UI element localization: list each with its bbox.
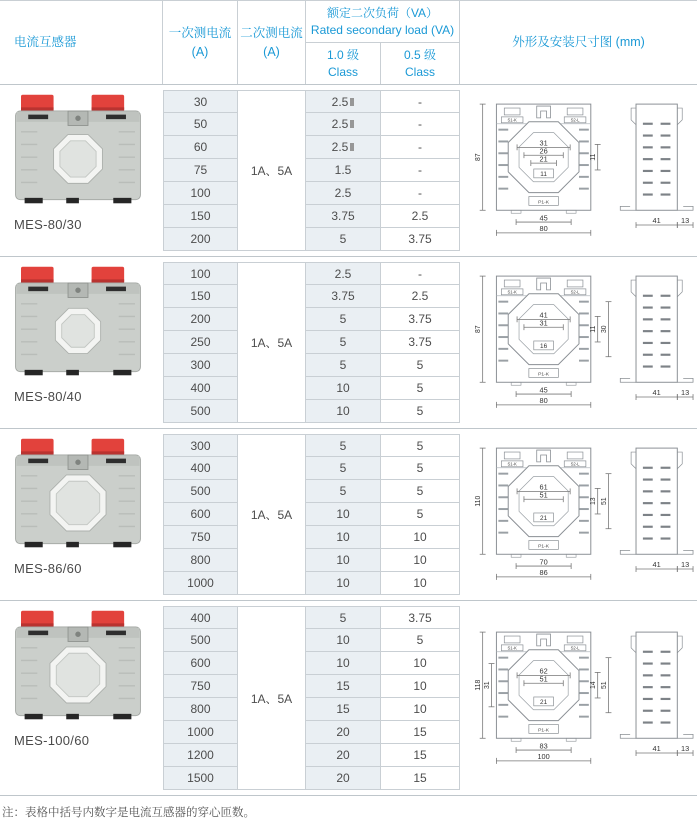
primary-current-cell: 600 bbox=[163, 652, 238, 675]
product-photo bbox=[10, 608, 146, 727]
load-class-1.0-cell: 20 bbox=[306, 767, 381, 790]
load-class-1.0-cell: 1.5 bbox=[306, 159, 381, 182]
svg-text:45: 45 bbox=[539, 213, 548, 223]
primary-current-cell: 400 bbox=[163, 377, 238, 400]
svg-text:45: 45 bbox=[539, 385, 548, 395]
svg-text:51: 51 bbox=[600, 497, 608, 506]
product-section bbox=[0, 428, 697, 600]
svg-text:13: 13 bbox=[680, 216, 689, 226]
load-class-0.5-cell: 5 bbox=[381, 480, 460, 503]
svg-text:S1-K: S1-K bbox=[506, 461, 517, 467]
secondary-current-unit: (A) bbox=[263, 44, 280, 59]
load-class-0.5-cell: 10 bbox=[381, 549, 460, 572]
load-class-0.5-cell: 5 bbox=[381, 434, 460, 457]
svg-text:41: 41 bbox=[652, 216, 661, 226]
svg-text:S2-L: S2-L bbox=[570, 645, 580, 651]
rated-load-label-en: Rated secondary load (VA) bbox=[310, 22, 455, 37]
svg-text:13: 13 bbox=[680, 388, 689, 398]
svg-text:86: 86 bbox=[539, 568, 548, 578]
footnote-marker bbox=[350, 120, 354, 128]
svg-text:11: 11 bbox=[589, 325, 597, 333]
primary-current-cell: 300 bbox=[163, 354, 238, 377]
load-class-0.5-cell: 5 bbox=[381, 629, 460, 652]
svg-text:21: 21 bbox=[539, 698, 547, 706]
load-class-0.5-cell: - bbox=[381, 159, 460, 182]
svg-text:30: 30 bbox=[600, 325, 608, 334]
product-photo bbox=[10, 436, 146, 555]
svg-text:41: 41 bbox=[652, 560, 661, 570]
load-class-0.5-cell: 5 bbox=[381, 503, 460, 526]
model-name: MES-100/60 bbox=[14, 733, 90, 748]
svg-text:16: 16 bbox=[539, 343, 547, 351]
col-header-primary-current bbox=[163, 1, 238, 84]
svg-text:118: 118 bbox=[474, 679, 482, 691]
svg-text:21: 21 bbox=[539, 515, 547, 523]
svg-text:26: 26 bbox=[539, 146, 548, 156]
load-class-1.0-cell: 20 bbox=[306, 744, 381, 767]
load-class-1.0-cell: 2.5 bbox=[306, 262, 381, 285]
load-class-1.0-cell: 10 bbox=[306, 652, 381, 675]
svg-text:31: 31 bbox=[483, 680, 491, 689]
rated-load-label-cn: 额定二次负荷（VA） bbox=[326, 5, 439, 20]
svg-text:110: 110 bbox=[474, 495, 482, 507]
primary-current-cell: 250 bbox=[163, 331, 238, 354]
load-class-1.0-cell: 10 bbox=[306, 549, 381, 572]
load-class-1.0-cell: 3.75 bbox=[306, 205, 381, 228]
primary-current-cell: 500 bbox=[163, 400, 238, 423]
primary-current-cell: 100 bbox=[163, 182, 238, 205]
primary-current-cell: 1000 bbox=[163, 572, 238, 595]
primary-current-cell: 800 bbox=[163, 549, 238, 572]
svg-text:31: 31 bbox=[539, 138, 548, 148]
load-class-1.0-cell: 5 bbox=[306, 606, 381, 629]
load-class-1.0-cell: 10 bbox=[306, 503, 381, 526]
table-body bbox=[0, 84, 697, 796]
secondary-current-cell: 1A、5A bbox=[238, 606, 306, 790]
load-class-0.5-cell: 10 bbox=[381, 652, 460, 675]
footnote-marker bbox=[350, 143, 354, 151]
svg-text:S2-L: S2-L bbox=[570, 461, 580, 467]
load-class-1.0-cell: 10 bbox=[306, 400, 381, 423]
dimension-drawing-cell bbox=[460, 606, 697, 790]
load-class-1.0-cell: 10 bbox=[306, 629, 381, 652]
load-class-1.0-cell: 3.75 bbox=[306, 285, 381, 308]
primary-current-cell: 750 bbox=[163, 675, 238, 698]
load-class-0.5-cell: - bbox=[381, 262, 460, 285]
svg-text:14: 14 bbox=[589, 680, 597, 689]
col-header-dimensions: 外形及安装尺寸图 (mm) bbox=[512, 35, 645, 50]
load-class-1.0-cell: 5 bbox=[306, 228, 381, 251]
load-class-1.0-cell: 15 bbox=[306, 675, 381, 698]
load-class-1.0-cell: 15 bbox=[306, 698, 381, 721]
svg-text:S2-L: S2-L bbox=[570, 117, 580, 123]
svg-text:41: 41 bbox=[652, 743, 661, 753]
load-class-0.5-cell: - bbox=[381, 182, 460, 205]
primary-current-cell: 50 bbox=[163, 113, 238, 136]
load-class-1.0-cell: 2.5 bbox=[306, 90, 381, 113]
primary-current-cell: 1200 bbox=[163, 744, 238, 767]
load-class-0.5-cell: 5 bbox=[381, 354, 460, 377]
svg-text:87: 87 bbox=[474, 325, 482, 334]
primary-current-cell: 600 bbox=[163, 503, 238, 526]
load-class-0.5-cell: - bbox=[381, 136, 460, 159]
svg-text:70: 70 bbox=[539, 557, 548, 567]
load-class-1.0-cell: 5 bbox=[306, 308, 381, 331]
svg-text:P1-K: P1-K bbox=[537, 727, 549, 733]
load-class-0.5-cell: 5 bbox=[381, 457, 460, 480]
product-photo bbox=[10, 264, 146, 383]
primary-current-unit: (A) bbox=[191, 44, 209, 59]
model-name: MES-86/60 bbox=[14, 561, 82, 576]
primary-current-cell: 200 bbox=[163, 228, 238, 251]
table-header bbox=[0, 0, 697, 84]
dimension-drawing-cell bbox=[460, 90, 697, 251]
product-photo bbox=[10, 92, 146, 211]
primary-current-cell: 200 bbox=[163, 308, 238, 331]
load-class-0.5-cell: 15 bbox=[381, 744, 460, 767]
primary-current-cell: 150 bbox=[163, 285, 238, 308]
primary-current-cell: 500 bbox=[163, 629, 238, 652]
product-cell bbox=[0, 434, 163, 595]
load-class-1.0-cell: 10 bbox=[306, 377, 381, 400]
svg-text:80: 80 bbox=[539, 396, 548, 406]
col-header-rated-load bbox=[306, 1, 460, 84]
load-class-0.5-cell: - bbox=[381, 113, 460, 136]
svg-text:P1-K: P1-K bbox=[537, 372, 549, 378]
primary-current-cell: 800 bbox=[163, 698, 238, 721]
primary-current-cell: 100 bbox=[163, 262, 238, 285]
svg-text:13: 13 bbox=[589, 497, 597, 506]
load-class-0.5-cell: 10 bbox=[381, 698, 460, 721]
svg-text:S1-K: S1-K bbox=[506, 645, 517, 651]
product-cell bbox=[0, 606, 163, 790]
col-header-class-1.0: 1.0 级 Class bbox=[306, 43, 381, 84]
svg-text:P1-K: P1-K bbox=[537, 544, 549, 550]
svg-text:S1-K: S1-K bbox=[506, 289, 517, 295]
svg-text:P1-K: P1-K bbox=[537, 200, 549, 206]
primary-current-cell: 400 bbox=[163, 606, 238, 629]
secondary-current-cell: 1A、5A bbox=[238, 434, 306, 595]
load-class-1.0-cell: 5 bbox=[306, 331, 381, 354]
primary-current-cell: 60 bbox=[163, 136, 238, 159]
svg-text:S1-K: S1-K bbox=[506, 117, 517, 123]
primary-current-cell: 150 bbox=[163, 205, 238, 228]
col-header-class-0.5: 0.5 级 Class bbox=[403, 47, 437, 79]
product-section bbox=[0, 84, 697, 256]
load-class-1.0-cell: 2.5 bbox=[306, 136, 381, 159]
load-class-1.0-cell: 5 bbox=[306, 457, 381, 480]
col-header-product-label: 电流互感器 bbox=[14, 35, 77, 50]
load-class-0.5-cell: 15 bbox=[381, 721, 460, 744]
dimension-drawing bbox=[463, 439, 695, 590]
footnote-marker bbox=[350, 98, 354, 106]
primary-current-cell: 400 bbox=[163, 457, 238, 480]
load-class-0.5-cell: 3.75 bbox=[381, 228, 460, 251]
primary-current-cell: 30 bbox=[163, 90, 238, 113]
load-class-0.5-cell: 10 bbox=[381, 526, 460, 549]
svg-text:13: 13 bbox=[680, 743, 689, 753]
svg-text:13: 13 bbox=[680, 560, 689, 570]
load-class-0.5-cell: 3.75 bbox=[381, 308, 460, 331]
primary-current-cell: 750 bbox=[163, 526, 238, 549]
svg-text:51: 51 bbox=[600, 680, 608, 689]
svg-text:80: 80 bbox=[539, 224, 548, 234]
product-section bbox=[0, 256, 697, 428]
load-class-0.5-cell: - bbox=[381, 90, 460, 113]
primary-current-cell: 500 bbox=[163, 480, 238, 503]
load-class-0.5-cell: 5 bbox=[381, 400, 460, 423]
primary-current-cell: 1000 bbox=[163, 721, 238, 744]
load-class-0.5-cell: 10 bbox=[381, 572, 460, 595]
load-class-1.0-cell: 2.5 bbox=[306, 113, 381, 136]
svg-text:S2-L: S2-L bbox=[570, 289, 580, 295]
dimension-drawing-cell bbox=[460, 434, 697, 595]
svg-text:31: 31 bbox=[539, 318, 548, 328]
primary-current-cell: 300 bbox=[163, 434, 238, 457]
svg-text:11: 11 bbox=[589, 153, 597, 161]
svg-text:87: 87 bbox=[474, 153, 482, 162]
secondary-current-cell: 1A、5A bbox=[238, 262, 306, 423]
product-cell bbox=[0, 262, 163, 423]
load-class-0.5-cell: 10 bbox=[381, 675, 460, 698]
load-class-1.0-cell: 2.5 bbox=[306, 182, 381, 205]
svg-text:100: 100 bbox=[536, 751, 550, 761]
col-header-secondary-current bbox=[238, 1, 306, 84]
load-class-1.0-cell: 5 bbox=[306, 354, 381, 377]
secondary-current-label: 二次测电流 bbox=[240, 26, 303, 41]
svg-text:62: 62 bbox=[539, 666, 548, 676]
load-class-1.0-cell: 10 bbox=[306, 526, 381, 549]
load-class-1.0-cell: 5 bbox=[306, 480, 381, 503]
svg-text:21: 21 bbox=[539, 154, 548, 164]
primary-current-label: 一次测电流 bbox=[168, 26, 232, 41]
dimension-drawing bbox=[463, 623, 695, 774]
model-name: MES-80/40 bbox=[14, 389, 82, 404]
load-class-0.5-cell: 2.5 bbox=[381, 285, 460, 308]
load-class-1.0-cell: 5 bbox=[306, 434, 381, 457]
secondary-current-cell: 1A、5A bbox=[238, 90, 306, 251]
model-name: MES-80/30 bbox=[14, 217, 82, 232]
svg-text:51: 51 bbox=[539, 673, 548, 683]
load-class-0.5-cell: 3.75 bbox=[381, 606, 460, 629]
svg-text:83: 83 bbox=[539, 740, 548, 750]
primary-current-cell: 1500 bbox=[163, 767, 238, 790]
dimension-drawing bbox=[463, 95, 695, 246]
load-class-0.5-cell: 15 bbox=[381, 767, 460, 790]
svg-text:41: 41 bbox=[539, 310, 548, 320]
footnote: 注：表格中括号内数字是电流互感器的穿心匝数。 bbox=[2, 807, 255, 819]
col-header-product bbox=[0, 1, 163, 84]
load-class-1.0-cell: 10 bbox=[306, 572, 381, 595]
svg-text:41: 41 bbox=[652, 388, 661, 398]
svg-text:51: 51 bbox=[539, 490, 548, 500]
load-class-1.0-cell: 20 bbox=[306, 721, 381, 744]
load-class-0.5-cell: 2.5 bbox=[381, 205, 460, 228]
svg-text:11: 11 bbox=[539, 171, 547, 179]
load-class-0.5-cell: 5 bbox=[381, 377, 460, 400]
svg-text:61: 61 bbox=[539, 482, 548, 492]
primary-current-cell: 75 bbox=[163, 159, 238, 182]
product-cell bbox=[0, 90, 163, 251]
load-class-0.5-cell: 3.75 bbox=[381, 331, 460, 354]
dimension-drawing-cell bbox=[460, 262, 697, 423]
product-section bbox=[0, 600, 697, 796]
dimension-drawing bbox=[463, 267, 695, 418]
